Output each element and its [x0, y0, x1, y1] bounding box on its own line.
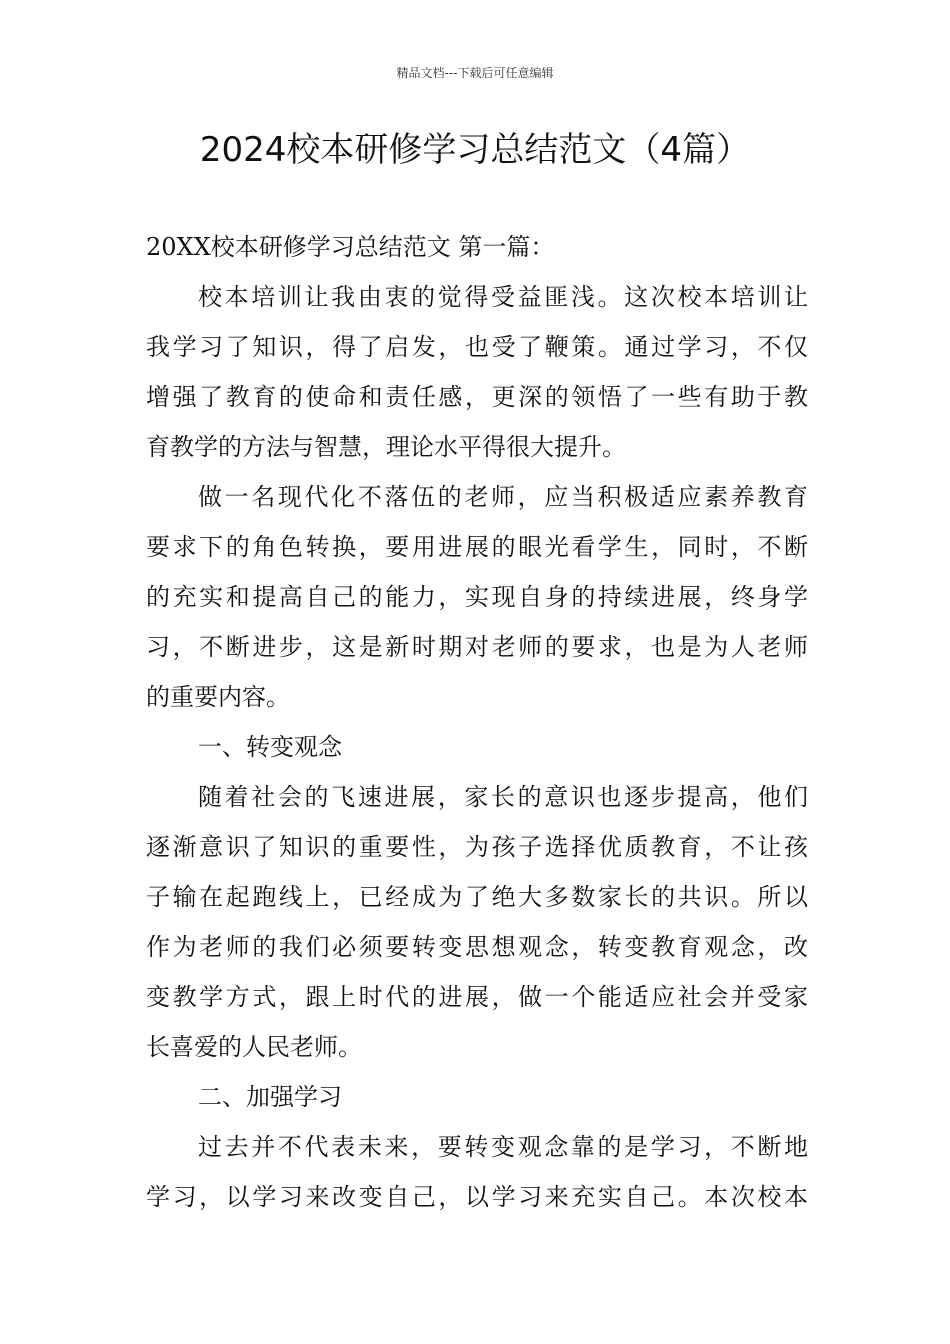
text-line: 习，不断进步，这是新时期对老师的要求，也是为人老师 — [146, 633, 808, 661]
text-line: 20XX校本研修学习总结范文 第一篇： — [146, 233, 555, 261]
text-line: 二、加强学习 — [198, 1083, 342, 1111]
text-line: 逐渐意识了知识的重要性，为孩子选择优质教育，不让孩 — [146, 833, 808, 861]
text-line: 的充实和提高自己的能力，实现自身的持续进展，终身学 — [146, 583, 808, 611]
text-line: 一、转变观念 — [198, 733, 342, 761]
text-line: 过去并不代表未来，要转变观念靠的是学习，不断地 — [198, 1133, 808, 1161]
text-line: 的重要内容。 — [146, 683, 290, 711]
text-line: 长喜爱的人民老师。 — [146, 1033, 362, 1061]
text-line: 变教学方式，跟上时代的进展，做一个能适应社会并受家 — [146, 983, 808, 1011]
text-line: 做一名现代化不落伍的老师，应当积极适应素养教育 — [198, 483, 808, 511]
text-line: 我学习了知识，得了启发，也受了鞭策。通过学习，不仅 — [146, 333, 808, 361]
text-line: 校本培训让我由衷的觉得受益匪浅。这次校本培训让 — [198, 283, 808, 311]
header-note: 精品文档---下载后可任意编辑 — [396, 66, 554, 80]
text-line: 学习，以学习来改变自己，以学习来充实自己。本次校本 — [146, 1183, 808, 1211]
document-body — [146, 222, 808, 1222]
text-line: 作为老师的我们必须要转变思想观念，转变教育观念，改 — [146, 933, 808, 961]
text-line: 增强了教育的使命和责任感，更深的领悟了一些有助于教 — [146, 383, 808, 411]
text-line: 要求下的角色转换，要用进展的眼光看学生，同时，不断 — [146, 533, 808, 561]
text-line: 子输在起跑线上，已经成为了绝大多数家长的共识。所以 — [146, 883, 808, 911]
text-line: 随着社会的飞速进展，家长的意识也逐步提高，他们 — [198, 783, 808, 811]
text-line: 育教学的方法与智慧，理论水平得很大提升。 — [146, 433, 626, 461]
document-title: 2024校本研修学习总结范文（4篇） — [199, 130, 751, 170]
